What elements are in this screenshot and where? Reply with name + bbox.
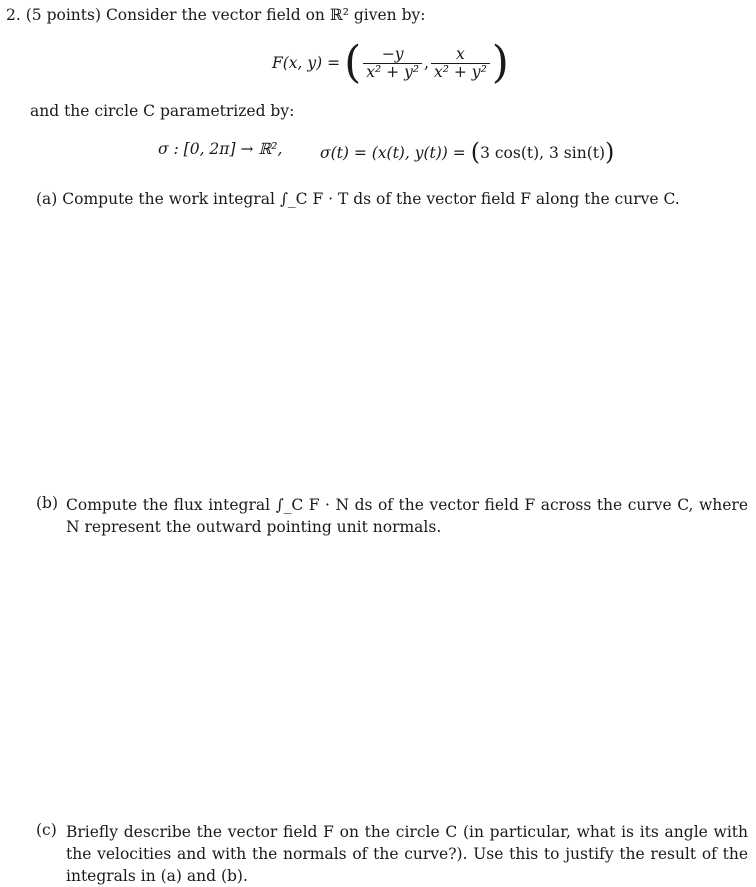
problem-points: (5 points) — [25, 6, 101, 24]
field-den-2: x² + y² — [431, 63, 490, 81]
field-component-1 — [363, 46, 422, 81]
parametrization-map — [158, 140, 282, 158]
field-num-2: x — [456, 44, 465, 63]
part-a-label: (a) — [36, 190, 58, 208]
problem-header — [6, 6, 425, 24]
param-value: 3 cos(t), 3 sin(t) — [480, 144, 606, 162]
parametrization-definition — [320, 138, 614, 166]
part-c — [36, 821, 748, 887]
part-b-label: (b) — [36, 494, 59, 512]
part-c-text: Briefly describe the vector field F on the circle C (in particular, what is its angle with the velocities and with the normals of the curve?). Use this to justify the result of the integrals in (a) and (b). — [66, 823, 748, 885]
vector-field-equation — [272, 38, 509, 88]
param-map: σ : [0, 2π] → ℝ², — [158, 140, 283, 158]
param-right-paren-icon: ) — [605, 138, 615, 166]
part-c-label: (c) — [36, 821, 57, 839]
field-lhs: F(x, y) = — [272, 54, 341, 72]
problem-intro: Consider the vector field on ℝ² given by: — [105, 6, 426, 24]
field-num-1: −y — [381, 44, 404, 63]
problem-number: 2. — [6, 6, 21, 24]
part-b-text: Compute the flux integral ∫_C F · N ds of the vector field F across the curve C, where N represent the outward pointing unit normals. — [66, 496, 748, 536]
comma-separator: , — [424, 54, 430, 72]
part-b — [36, 494, 748, 538]
circle-intro: and the circle C parametrized by: — [30, 102, 295, 120]
left-paren-icon: ( — [344, 37, 362, 88]
right-paren-icon: ) — [491, 37, 509, 88]
part-a — [36, 190, 680, 208]
part-a-text: Compute the work integral ∫_C F · T ds of the vector field F along the curve C. — [62, 190, 680, 208]
param-def: σ(t) = (x(t), y(t)) = — [320, 144, 466, 162]
field-component-2 — [431, 46, 490, 81]
param-left-paren-icon: ( — [470, 138, 481, 166]
field-den-1: x² + y² — [363, 63, 422, 81]
